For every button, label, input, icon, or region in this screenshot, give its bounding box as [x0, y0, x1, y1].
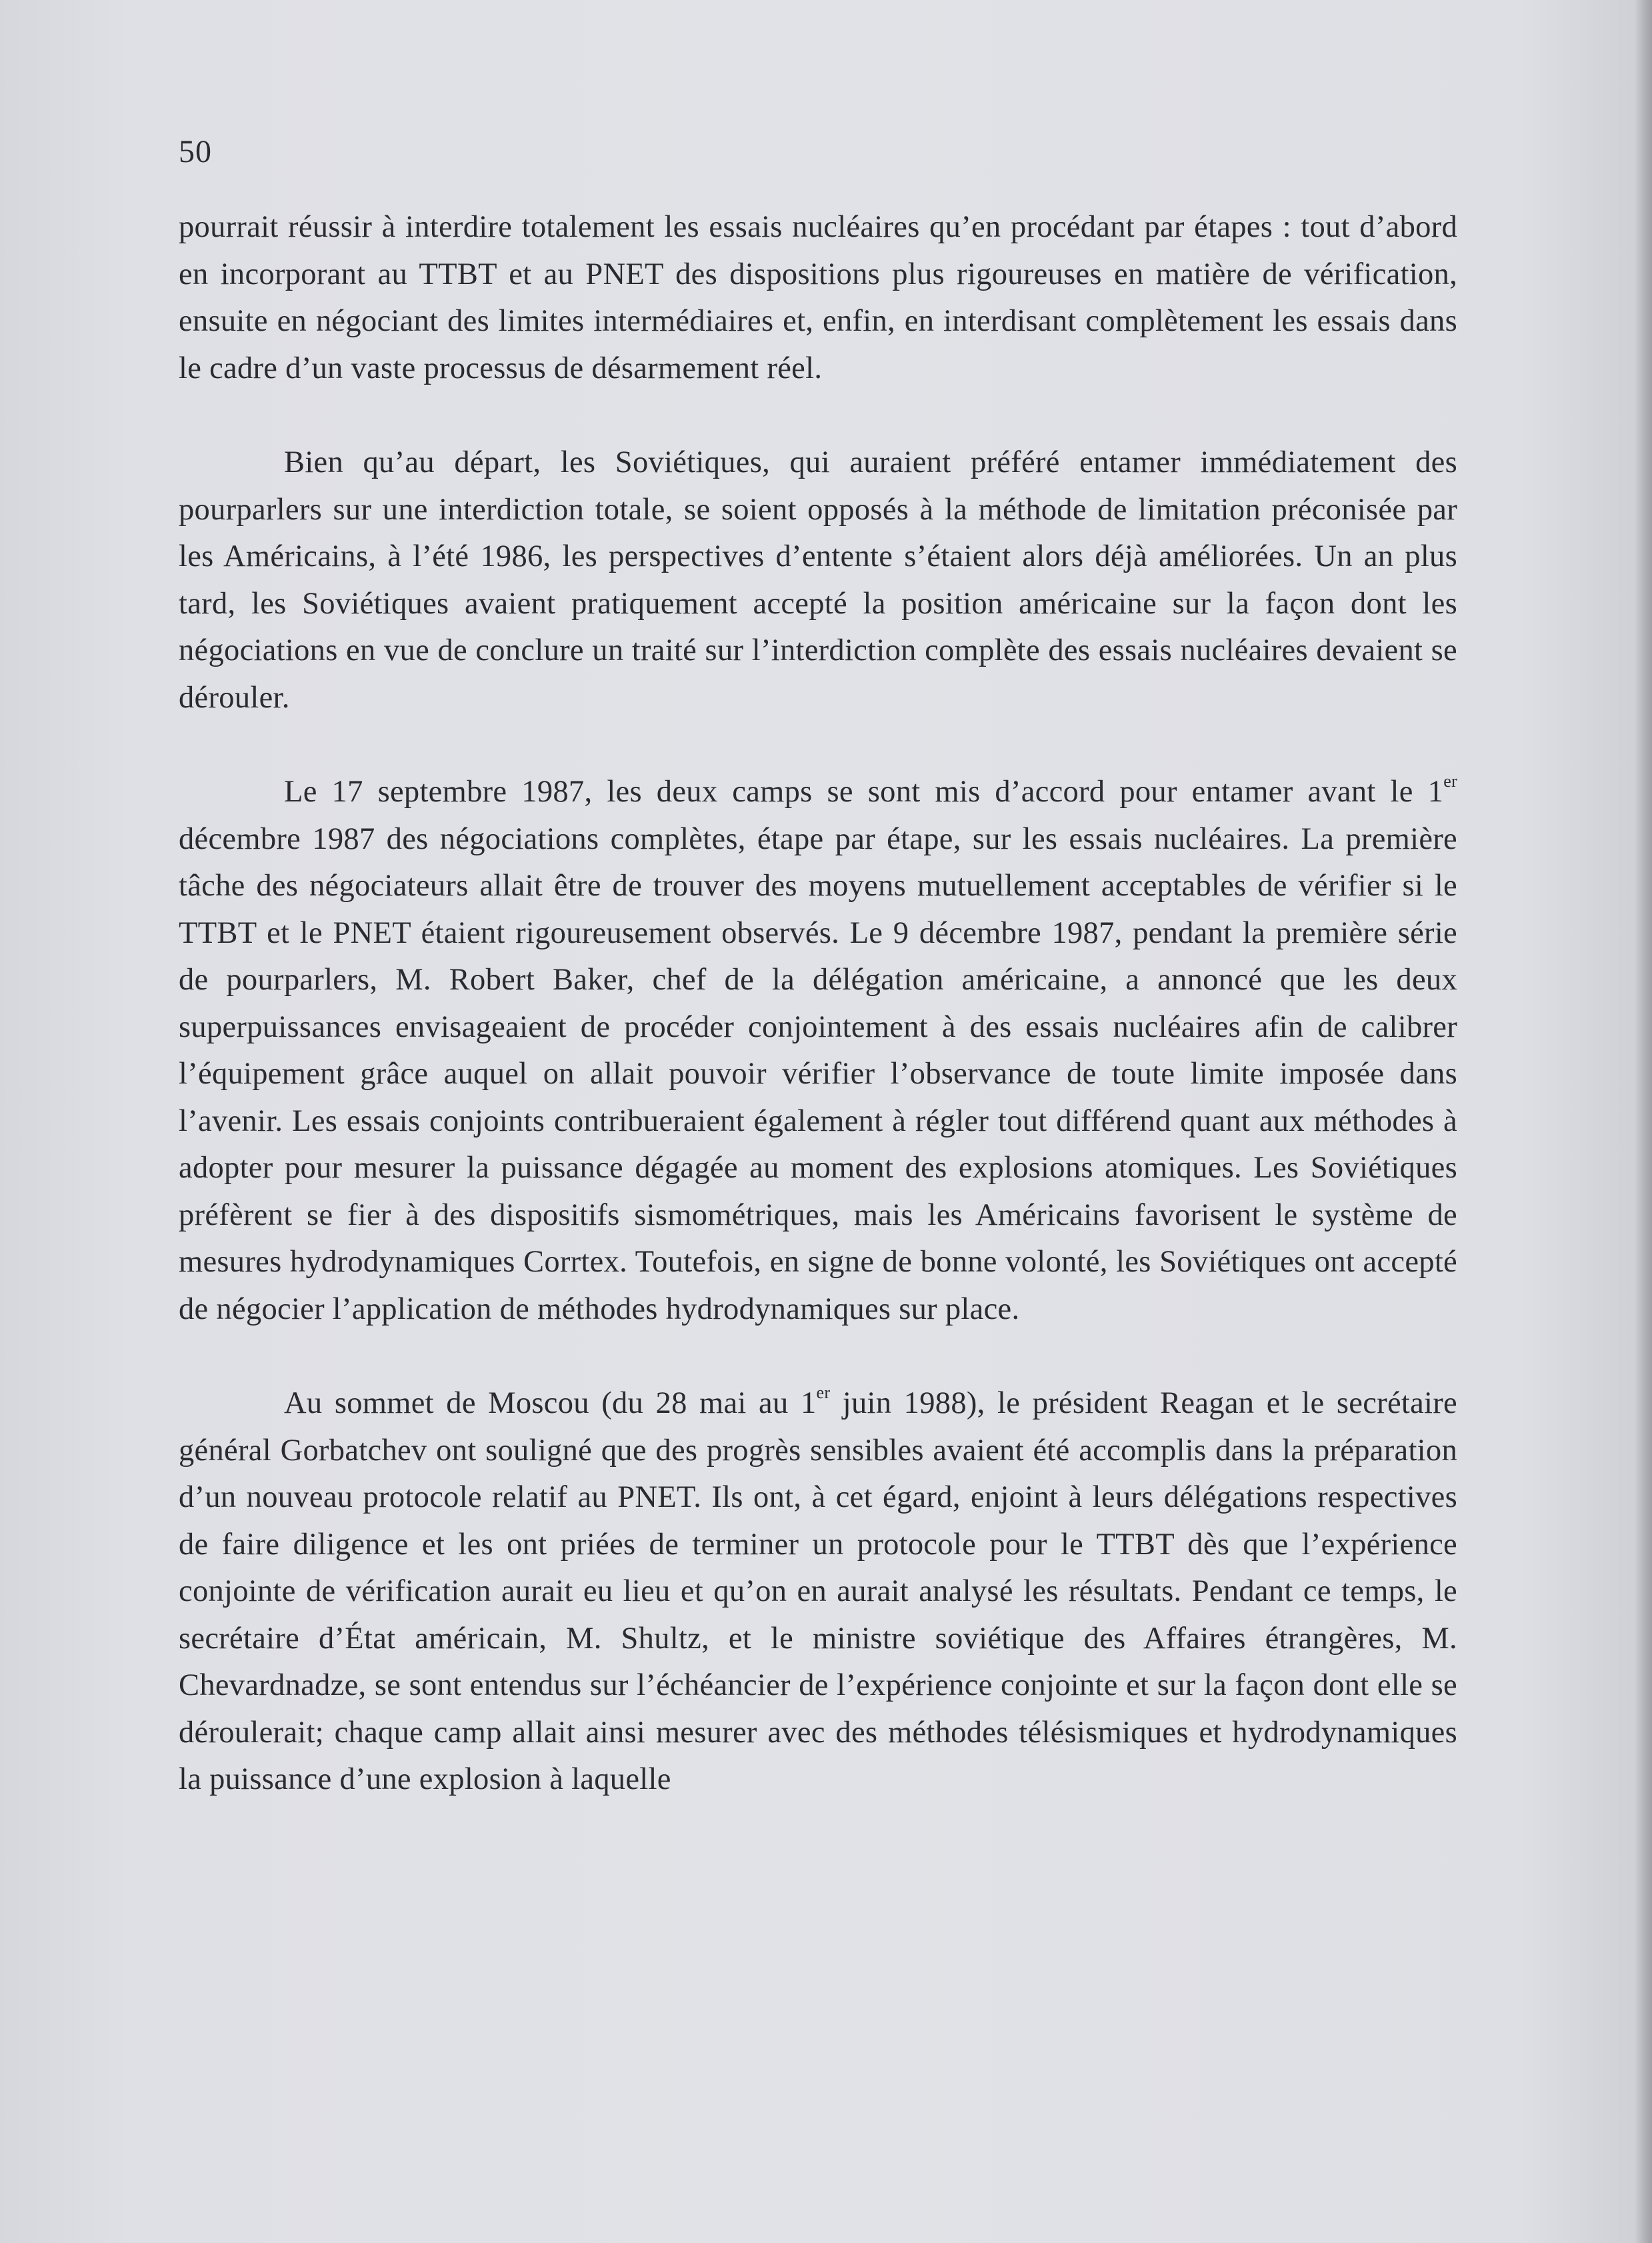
paragraph-3: [179, 769, 1457, 1333]
paragraph-4: [179, 1380, 1457, 1804]
ordinal-superscript: er: [816, 1382, 831, 1402]
paragraph-1: pourrait réussir à interdire totalement les essais nucléaires qu’en procédant par étapes : tout d’abord en incorporant au TTBT et au PNET des dispositions plus rigoureuses en matière de vérification, ensuite en négociant des limites intermédiaires et, enfin, en interdisant complètement les essais dans le cadre d’un vaste processus de désarmement réel.: [179, 210, 1457, 385]
body-text: [179, 204, 1457, 1804]
ordinal-superscript: er: [1443, 771, 1457, 791]
paragraph-4-text-start: Au sommet de Moscou (du 28 mai au 1: [284, 1386, 817, 1420]
paragraph-3-text-start: Le 17 septembre 1987, les deux camps se sont mis d’accord pour entamer avant le 1: [284, 775, 1444, 809]
page-number: 50: [179, 134, 212, 169]
page-edge-shadow: [1635, 0, 1652, 2243]
paragraph-2: Bien qu’au départ, les Soviétiques, qui auraient préféré entamer immédiatement des pourparlers sur une interdiction totale, se soient opposés à la méthode de limitation préconisée par les Américains, à l’été 1986, les perspectives d’entente s’étaient alors déjà améliorées. Un an plus tard, les Soviétiques avaient pratiquement accepté la position américaine sur la façon dont les négociations en vue de conclure un traité sur l’interdiction complète des essais nucléaires devaient se dérouler.: [179, 445, 1457, 715]
paragraph-3-text-end: décembre 1987 des négociations complètes, étape par étape, sur les essais nucléaires. La première tâche des négociateurs allait être de trouver des moyens mutuellement acceptables de vérifier si le TTBT et le PNET étaient rigoureusement observés. Le 9 décembre 1987, pendant la première série de pourparlers, M. Robert Baker, chef de la délégation américaine, a annoncé que les deux superpuissances envisageaient de procéder conjointement à des essais nucléaires afin de calibrer l’équipement grâce auquel on allait pouvoir vérifier l’observance de toute limite imposée dans l’avenir. Les essais conjoints contribueraient également à régler tout différend quant aux méthodes à adopter pour mesurer la puissance dégagée au moment des explosions atomiques. Les Soviétiques préfèrent se fier à des dispositifs sismométriques, mais les Américains favorisent le système de mesures hydrodynamiques Corrtex. Toutefois, en signe de bonne volonté, les Soviétiques ont accepté de négocier l’application de méthodes hydrodynamiques sur place.: [179, 821, 1457, 1326]
paragraph-4-text-end: juin 1988), le président Reagan et le secrétaire général Gorbatchev ont souligné que des progrès sensibles avaient été accomplis dans la préparation d’un nouveau protocole relatif au PNET. Ils ont, à cet égard, enjoint à leurs délégations respectives de faire diligence et les ont priées de terminer un protocole pour le TTBT dès que l’expérience conjointe de vérification aurait eu lieu et qu’on en aurait analysé les résultats. Pendant ce temps, le secrétaire d’État américain, M. Shultz, et le ministre soviétique des Affaires étrangères, M. Chevardnadze, se sont entendus sur l’échéancier de l’expérience conjointe et sur la façon dont elle se déroulerait; chaque camp allait ainsi mesurer avec des méthodes télésismiques et hydrodynamiques la puissance d’une explosion à laquelle: [179, 1386, 1457, 1796]
